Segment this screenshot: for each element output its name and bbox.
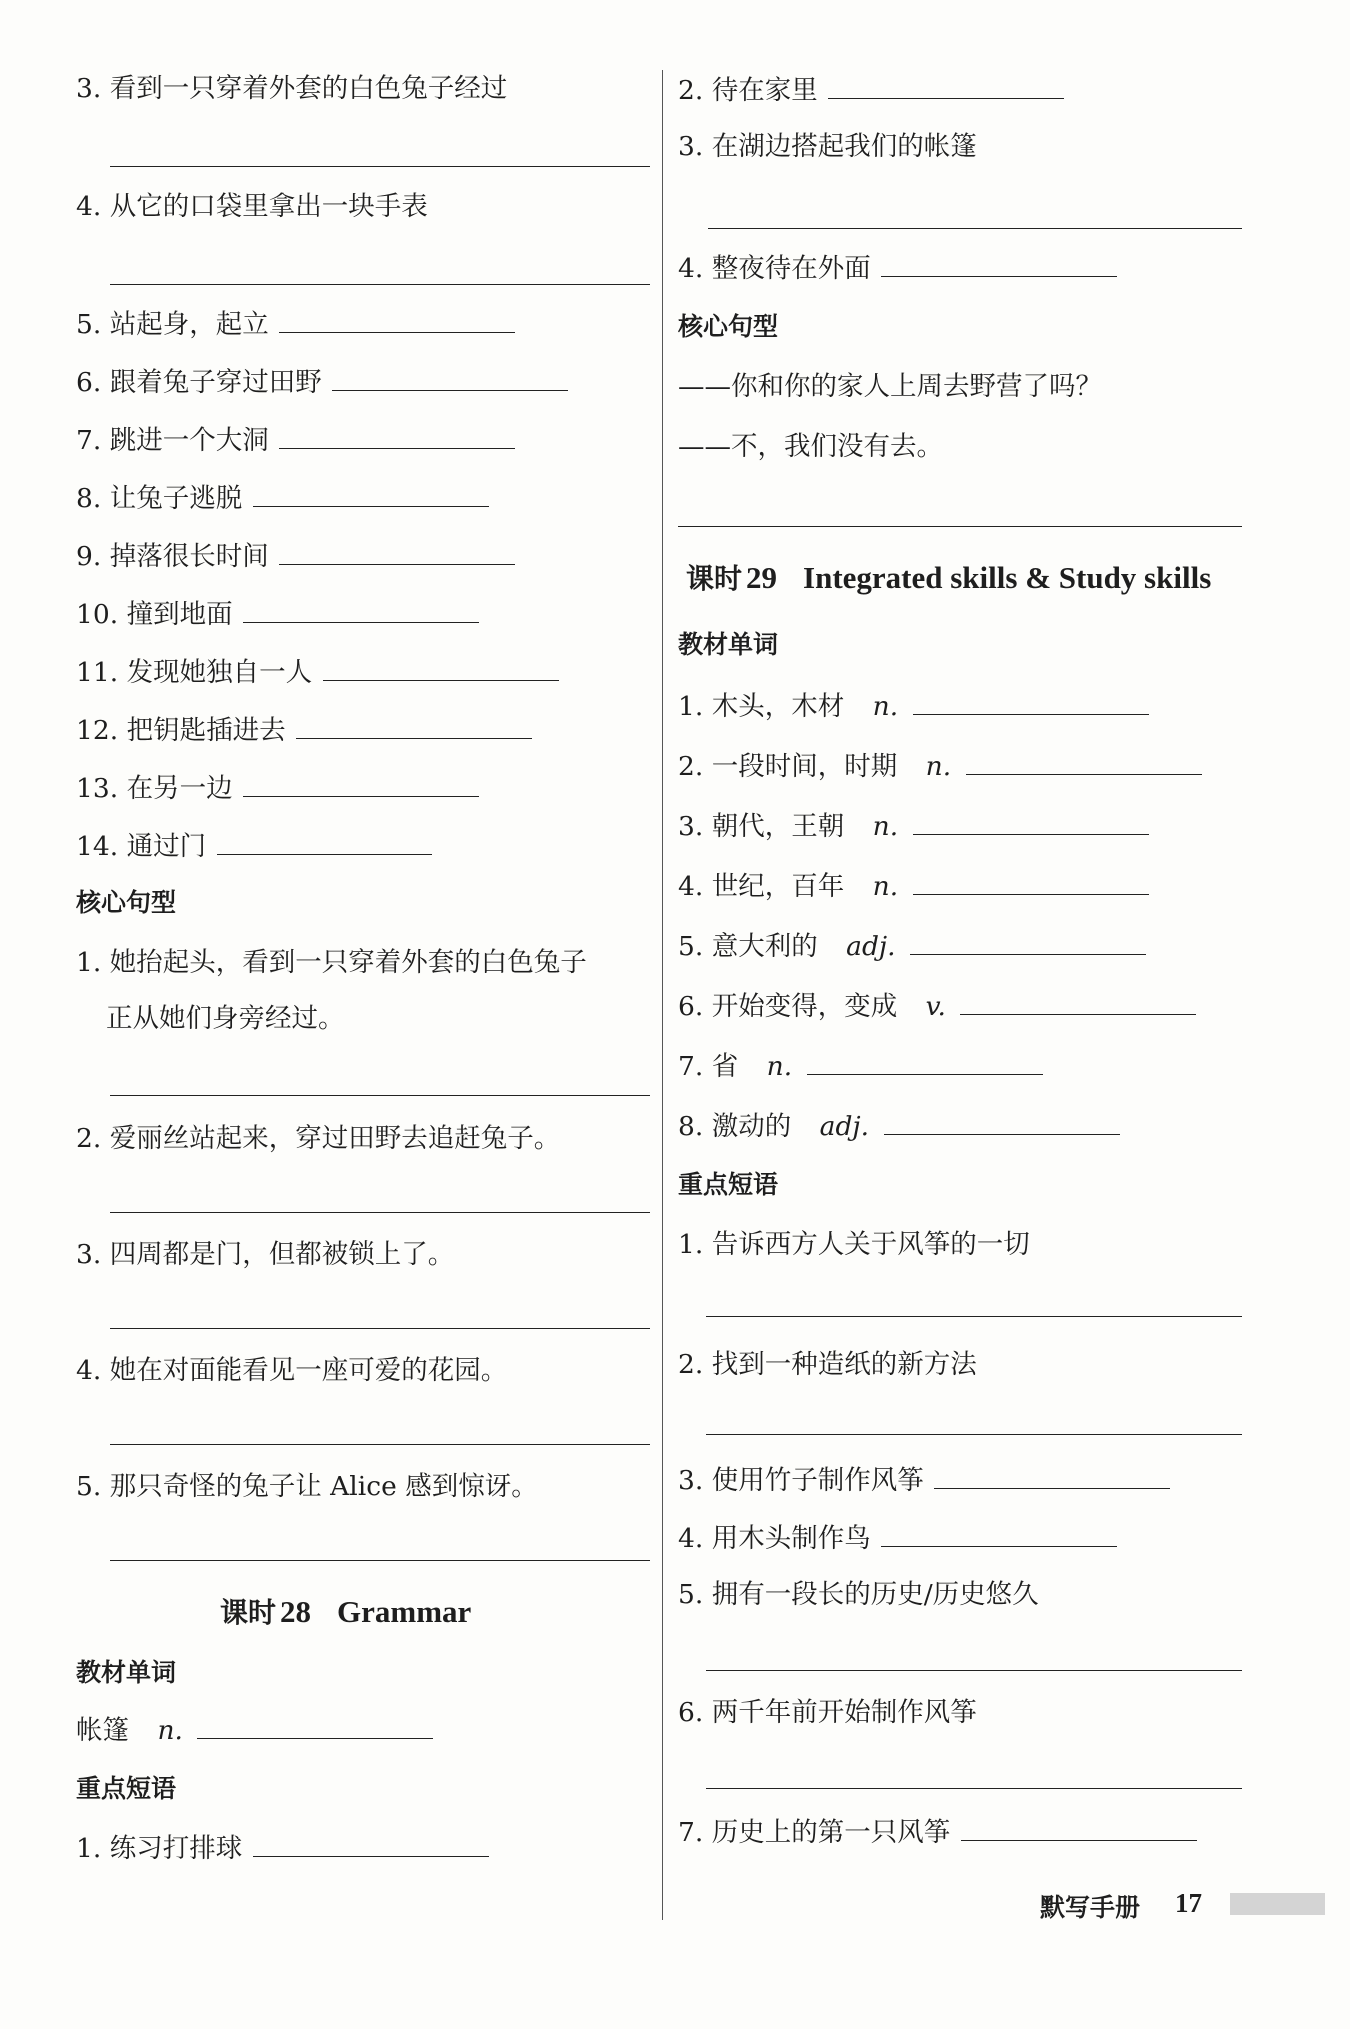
phrase-item [76,72,507,106]
footer-bar [1230,1893,1325,1915]
phrase-item [678,72,1064,108]
part-of-speech: adj. [846,931,896,962]
answer-line[interactable] [678,526,1242,527]
answer-line[interactable] [110,284,650,285]
item-number: 4. [678,871,704,902]
answer-blank[interactable] [960,988,1196,1015]
phrase-item [76,770,479,806]
lesson-heading [686,558,1211,600]
item-number: 4. [678,1523,704,1554]
item-number: 4. [76,1355,102,1386]
dialogue-line: ——不，我们没有去。 [678,431,943,462]
answer-blank[interactable] [279,422,515,449]
answer-line[interactable] [706,1670,1242,1671]
item-text: 一段时间，时期 [711,751,898,782]
item-number: 2. [678,75,704,106]
item-number: 13. [76,773,119,804]
vocab-item [678,1108,1120,1144]
answer-blank[interactable] [828,72,1064,99]
item-text: 朝代，王朝 [711,811,845,842]
answer-blank[interactable] [934,1462,1170,1489]
sentence-continuation: 正从她们身旁经过。 [106,1003,345,1034]
item-text: 掉落很长时间 [109,541,269,572]
item-text: 帐篷 [76,1715,129,1746]
answer-blank[interactable] [913,688,1149,715]
answer-line[interactable] [110,1560,650,1561]
item-text: 撞到地面 [126,599,233,630]
item-text: 用木头制作鸟 [711,1523,871,1554]
item-text: 站起身，起立 [109,309,269,340]
vocab-item [678,988,1196,1024]
answer-blank[interactable] [197,1712,433,1739]
item-text: 那只奇怪的兔子让 Alice 感到惊讶。 [109,1471,538,1502]
part-of-speech: n. [872,811,899,842]
answer-blank[interactable] [217,828,432,855]
lesson-heading [220,1592,471,1634]
lesson-title: Integrated skills & Study skills [803,560,1212,595]
section-heading: 核心句型 [76,888,177,917]
answer-line[interactable] [110,166,650,167]
item-number: 11. [76,657,119,688]
phrase-item [76,596,479,632]
answer-line[interactable] [110,1328,650,1329]
item-text: 跳进一个大洞 [109,425,269,456]
answer-blank[interactable] [253,480,489,507]
sentence-item [76,1238,454,1272]
answer-blank[interactable] [881,250,1117,277]
vocab-item [678,808,1149,844]
item-text: 她抬起头，看到一只穿着外套的白色兔子 [109,947,587,978]
sentence-item [76,1122,560,1156]
sentence-item [76,1354,507,1388]
section-heading: 核心句型 [678,312,779,341]
phrase-item [678,130,977,164]
answer-blank[interactable] [243,596,479,623]
item-number: 1. [76,947,102,978]
lesson-prefix: 课时 [220,1596,277,1629]
dialogue-line: ——你和你的家人上周去野营了吗？ [678,371,1102,402]
item-number: 6. [678,991,704,1022]
page-number: 17 [1175,1888,1202,1918]
item-text: 爱丽丝站起来，穿过田野去追赶兔子。 [109,1123,561,1154]
lesson-prefix: 课时 [686,562,743,595]
section-heading: 重点短语 [678,1170,779,1199]
sentence-item [76,1470,538,1504]
phrase-item [678,1348,977,1382]
vocab-item [678,868,1149,904]
part-of-speech: n. [925,751,952,782]
phrase-item [76,364,568,400]
item-number: 2. [678,751,704,782]
item-text: 两千年前开始制作风筝 [711,1697,977,1728]
section-heading: 重点短语 [76,1774,177,1803]
lesson-title: Grammar [337,1594,472,1629]
item-number: 5. [678,931,704,962]
item-text: 整夜待在外面 [711,253,871,284]
answer-blank[interactable] [913,808,1149,835]
item-number: 4. [76,191,102,222]
item-text: 从它的口袋里拿出一块手表 [109,191,428,222]
answer-line[interactable] [706,1316,1242,1317]
item-number: 2. [678,1349,704,1380]
item-number: 7. [678,1051,704,1082]
vocab-item [678,928,1146,964]
item-text: 把钥匙插进去 [126,715,286,746]
item-number: 7. [678,1817,704,1848]
item-text: 她在对面能看见一座可爱的花园。 [109,1355,508,1386]
item-text: 通过门 [126,831,207,862]
item-text: 木头，木材 [711,691,845,722]
item-text: 找到一种造纸的新方法 [711,1349,977,1380]
item-text: 让兔子逃脱 [109,483,243,514]
item-number: 5. [76,1471,102,1502]
part-of-speech: n. [766,1051,793,1082]
item-text: 待在家里 [711,75,818,106]
answer-blank[interactable] [243,770,479,797]
answer-line[interactable] [110,1444,650,1445]
answer-blank[interactable] [961,1814,1197,1841]
answer-blank[interactable] [884,1108,1120,1135]
item-text: 意大利的 [711,931,818,962]
phrase-item [678,1520,1117,1556]
part-of-speech: adj. [819,1111,870,1142]
item-number: 12. [76,715,119,746]
item-text: 跟着兔子穿过田野 [109,367,322,398]
phrase-item [678,250,1117,286]
item-text: 发现她独自一人 [126,657,313,688]
item-number: 3. [678,811,704,842]
item-number: 9. [76,541,102,572]
phrase-item [678,1462,1170,1498]
answer-blank[interactable] [910,928,1146,955]
phrase-item [76,480,489,516]
phrase-item [76,1830,489,1866]
phrase-item [678,1696,977,1730]
item-number: 1. [76,1833,102,1864]
lesson-number: 28 [280,1594,312,1629]
vocab-item [678,688,1149,724]
item-number: 3. [76,73,102,104]
item-text: 使用竹子制作风筝 [711,1465,924,1496]
item-text: 历史上的第一只风筝 [711,1817,951,1848]
item-text: 激动的 [711,1111,792,1142]
item-number: 5. [678,1579,704,1610]
answer-blank[interactable] [966,748,1202,775]
item-number: 3. [678,1465,704,1496]
vocab-item [678,748,1202,784]
answer-blank[interactable] [253,1830,489,1857]
item-number: 14. [76,831,119,862]
phrase-item [76,538,515,574]
answer-line[interactable] [110,1095,650,1096]
phrase-item [76,654,559,690]
lesson-number: 29 [746,560,778,595]
part-of-speech: v. [925,991,946,1022]
item-number: 1. [678,1229,704,1260]
phrase-item [678,1578,1039,1612]
item-text: 看到一只穿着外套的白色兔子经过 [109,73,508,104]
part-of-speech: n. [872,691,899,722]
answer-line[interactable] [110,1212,650,1213]
answer-blank[interactable] [881,1520,1117,1547]
answer-blank[interactable] [323,654,559,681]
vocab-item [76,1712,433,1748]
item-text: 告诉西方人关于风筝的一切 [711,1229,1030,1260]
answer-blank[interactable] [332,364,568,391]
sentence-item [76,946,587,980]
item-text: 世纪，百年 [711,871,845,902]
item-number: 6. [678,1697,704,1728]
answer-blank[interactable] [913,868,1149,895]
answer-blank[interactable] [807,1048,1043,1075]
phrase-item [76,712,532,748]
section-heading: 教材单词 [678,630,779,659]
answer-blank[interactable] [279,306,515,333]
item-number: 3. [678,131,704,162]
item-number: 2. [76,1123,102,1154]
item-number: 8. [678,1111,704,1142]
item-number: 3. [76,1239,102,1270]
item-number: 10. [76,599,119,630]
phrase-item [76,828,432,864]
item-text: 在另一边 [126,773,233,804]
part-of-speech: n. [157,1715,183,1746]
footer-title: 默写手册 [1040,1893,1141,1922]
answer-line[interactable] [706,1434,1242,1435]
item-number: 1. [678,691,704,722]
part-of-speech: n. [872,871,899,902]
item-number: 4. [678,253,704,284]
item-text: 四周都是门，但都被锁上了。 [109,1239,455,1270]
item-number: 7. [76,425,102,456]
phrase-item [76,422,515,458]
item-text: 拥有一段长的历史/历史悠久 [711,1579,1039,1610]
phrase-item [678,1814,1197,1850]
item-text: 开始变得，变成 [711,991,898,1022]
phrase-item [678,1228,1030,1262]
item-number: 8. [76,483,102,514]
item-text: 练习打排球 [109,1833,243,1864]
phrase-item [76,190,428,224]
vocab-item [678,1048,1043,1084]
item-number: 5. [76,309,102,340]
answer-line[interactable] [708,228,1242,229]
answer-blank[interactable] [296,712,532,739]
item-text: 在湖边搭起我们的帐篷 [711,131,977,162]
answer-blank[interactable] [279,538,515,565]
section-heading: 教材单词 [76,1658,177,1687]
item-text: 省 [711,1051,739,1082]
answer-line[interactable] [706,1788,1242,1789]
item-number: 6. [76,367,102,398]
column-divider [662,70,663,1920]
phrase-item [76,306,515,342]
